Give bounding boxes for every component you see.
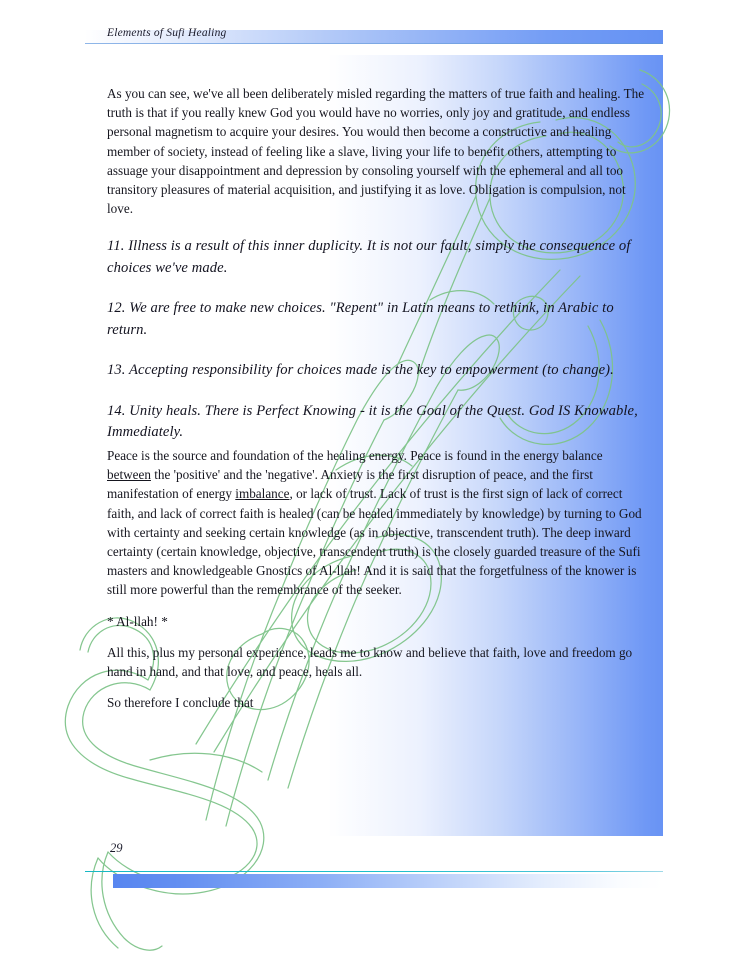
spacer <box>107 600 645 612</box>
running-header-title: Elements of Sufi Healing <box>107 27 227 39</box>
numbered-point-11: 11. Illness is a result of this inner duplicity. It is not our fault, simply the consequence of choices we've made. <box>107 238 631 276</box>
numbered-point-12: 12. We are free to make new choices. "Repent" in Latin means to rethink, in Arabic to return. <box>107 300 614 338</box>
conclusion-paragraph: All this, plus my personal experience, leads me to know and believe that faith, love and freedom go hand in hand, and that love, and peace, heals all. <box>107 644 633 679</box>
numbered-point-14: 14. Unity heals. There is Perfect Knowing - it is the Goal of the Quest. God IS Knowable, Immediately. <box>107 402 638 441</box>
spacer <box>107 681 645 693</box>
page-header <box>0 0 750 50</box>
spacer <box>107 218 645 236</box>
numbered-point-13: 13. Accepting responsibility for choices made is the key to empowerment (to change). <box>107 362 614 379</box>
page-number: 29 <box>110 841 123 855</box>
spacer <box>107 631 645 643</box>
closing-line: So therefore I conclude that <box>107 695 254 711</box>
header-rule <box>85 43 663 44</box>
footer-rule <box>85 871 663 872</box>
underlined-word-between: between <box>107 467 151 483</box>
peace-paragraph <box>107 446 645 600</box>
invocation-line: * Al-llah! * <box>107 613 168 629</box>
underlined-word-imbalance: imbalance <box>235 486 290 502</box>
footer-gradient-bar <box>113 874 663 888</box>
body-text-column <box>107 84 645 712</box>
peace-text-part-2: the 'positive' and the 'negative'. Anxiety is the first disruption of peace, and the first manifestation of energy <box>107 467 593 502</box>
intro-paragraph: As you can see, we've all been deliberately misled regarding the matters of true faith and healing. The truth is that if you really knew God you would have no worries, only joy and gratitude, and endless personal magnetism to acquire your desires. You would then become a constructive and healing member of society, instead of feeling like a slave, living your life to benefit others, attempting to assuage your disappointment and depression by consoling yourself with the ephemeral and all too transitory pleasures of material acquisition, and justifying it as love. Obligation is compulsion, not love. <box>107 86 645 217</box>
peace-text-part-1: Peace is the source and foundation of the healing energy. Peace is found in the energy balance <box>107 447 603 463</box>
peace-text-part-3: , or lack of trust. Lack of trust is the first sign of lack of correct faith, and lack of correct faith is healed (can be healed immediately by knowledge) by turning to God with certainty and seeking certain knowledge (as in objective, transcendent truth). The deep inward certainty (certain knowledge, objective, transcendent truth) is the closely guarded treasure of the Sufi masters and knowledgeable Gnostics of Al-llah! And it is said that the forgetfulness of the knower is still more powerful than the remembrance of the seeker. <box>107 486 642 598</box>
